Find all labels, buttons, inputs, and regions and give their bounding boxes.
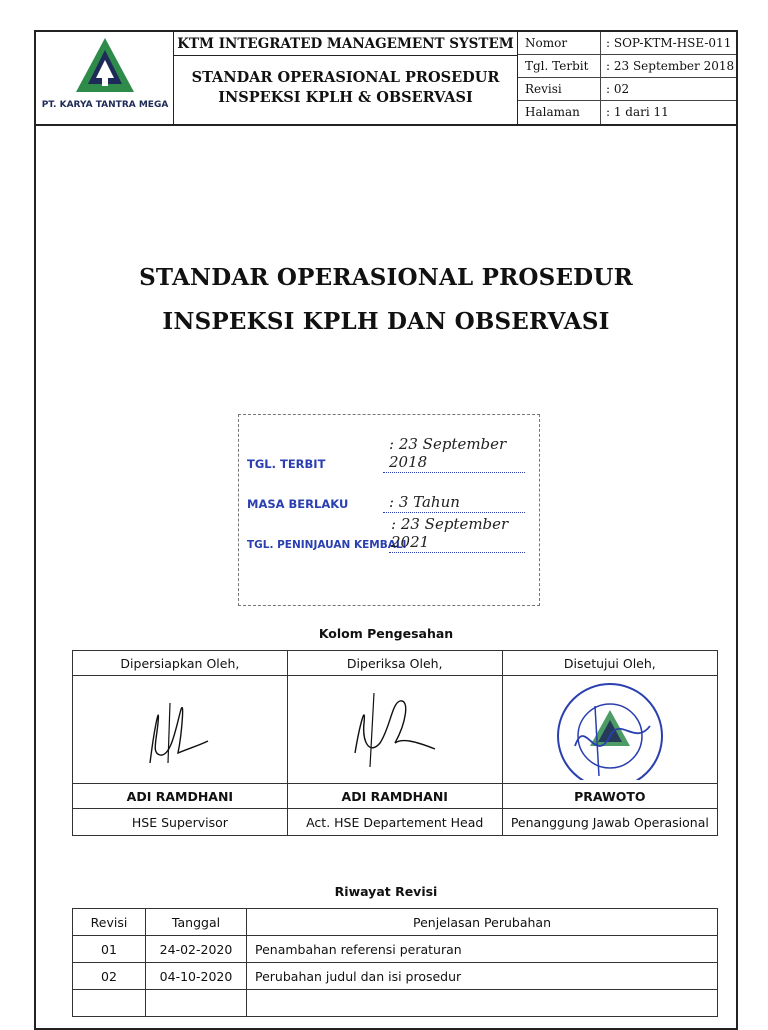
stamp-label: TGL. TERBIT (247, 457, 326, 471)
signature-seal-cell (502, 676, 717, 784)
logo-box (36, 32, 174, 124)
meta-value: : 1 dari 11 (606, 105, 669, 119)
meta-box (518, 32, 736, 124)
revision-header-row (73, 909, 718, 936)
revision-number (73, 990, 146, 1017)
meta-row-tgl-terbit (518, 55, 736, 78)
main-title-line1: STANDAR OPERASIONAL PROSEDUR (139, 264, 633, 291)
meta-key: Halaman (525, 105, 580, 119)
table-row (73, 963, 718, 990)
meta-value: : 02 (606, 82, 630, 96)
revision-header: Revisi (73, 909, 146, 936)
meta-key: Nomor (525, 36, 568, 50)
doc-title (174, 68, 517, 108)
company-name: PT. KARYA TANTRA MEGA (41, 100, 169, 110)
signer-name: ADI RAMDHANI (73, 784, 288, 809)
revision-description: Penambahan referensi peraturan (247, 936, 718, 963)
main-title-line2: INSPEKSI KPLH DAN OBSERVASI (162, 308, 610, 335)
meta-key: Revisi (525, 82, 562, 96)
revision-description (247, 990, 718, 1017)
stamp-row-issued (247, 435, 531, 473)
meta-row-revisi (518, 78, 736, 101)
doc-title-line1: STANDAR OPERASIONAL PROSEDUR (191, 69, 500, 86)
revision-title: Riwayat Revisi (334, 884, 438, 899)
signature-icon (130, 683, 230, 773)
stamp-label: TGL. PENINJAUAN KEMBALI (247, 539, 407, 551)
meta-value: : SOP-KTM-HSE-011 (606, 36, 732, 50)
meta-key: Tgl. Terbit (525, 59, 589, 73)
stamp-handwritten-value: : 23 September 2018 (389, 435, 507, 471)
revision-date: 24-02-2020 (146, 936, 247, 963)
stamp-label: MASA BERLAKU (247, 497, 349, 511)
approval-heading: Dipersiapkan Oleh, (73, 651, 288, 676)
signer-role: Penanggung Jawab Operasional (502, 809, 717, 836)
meta-row-halaman (518, 101, 736, 124)
revision-table (72, 908, 718, 1017)
doc-title-line2: INSPEKSI KPLH & OBSERVASI (218, 89, 473, 106)
signature-cell (287, 676, 502, 784)
signature-icon (340, 683, 450, 773)
signer-name: PRAWOTO (502, 784, 717, 809)
signer-role: Act. HSE Departement Head (287, 809, 502, 836)
approval-title: Kolom Pengesahan (318, 626, 454, 641)
stamp-handwritten-value: : 23 September 2021 (391, 515, 509, 551)
company-seal-icon (535, 676, 685, 780)
signature-cell (73, 676, 288, 784)
signer-name: ADI RAMDHANI (287, 784, 502, 809)
table-row (73, 936, 718, 963)
meta-value: : 23 September 2018 (606, 59, 735, 73)
company-logo-icon (72, 36, 138, 98)
system-title: KTM INTEGRATED MANAGEMENT SYSTEM (174, 32, 517, 56)
revision-description: Perubahan judul dan isi prosedur (247, 963, 718, 990)
stamp-handwritten-value: : 3 Tahun (389, 493, 460, 511)
stamp-row-review (247, 515, 531, 553)
document-header (36, 32, 736, 126)
stamp-row-validity (247, 491, 531, 513)
issue-stamp (238, 414, 540, 606)
signer-role: HSE Supervisor (73, 809, 288, 836)
revision-date (146, 990, 247, 1017)
meta-row-nomor (518, 32, 736, 55)
revision-number: 02 (73, 963, 146, 990)
revision-header: Tanggal (146, 909, 247, 936)
approval-heading: Diperiksa Oleh, (287, 651, 502, 676)
revision-date: 04-10-2020 (146, 963, 247, 990)
approval-table (72, 650, 718, 836)
title-box (174, 32, 518, 124)
approval-heading: Disetujui Oleh, (502, 651, 717, 676)
revision-number: 01 (73, 936, 146, 963)
revision-header: Penjelasan Perubahan (247, 909, 718, 936)
table-row (73, 990, 718, 1017)
